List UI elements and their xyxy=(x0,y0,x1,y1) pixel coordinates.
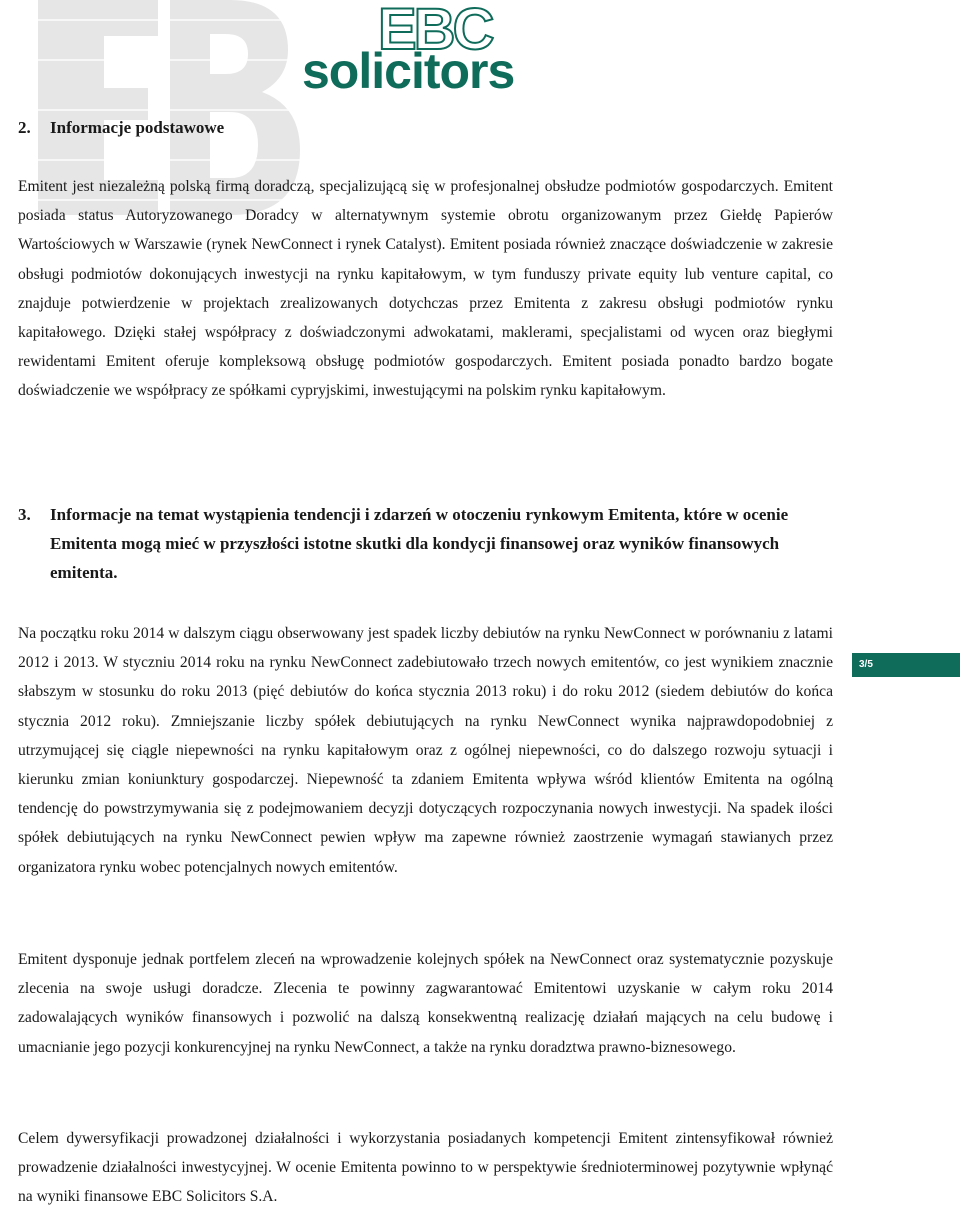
section-3-paragraph-2: Emitent dysponuje jednak portfelem zleceń na wprowadzenie kolejnych spółek na NewConnect oraz systematycznie pozyskuje zlecenia na swoje usługi doradcze. Zlecenia te powinny zagwarantować Emitentowi uzyskanie w całym roku 2014 zadowalających wyników finansowych i pozwolić na dalszą konsekwentną realizację działań mających na celu budowę i umacnianie jego pozycji konkurencyjnej na rynku NewConnect, a także na rynku doradztwa prawno-biznesowego. xyxy=(18,951,833,1056)
ebc-solicitors-logo xyxy=(300,0,550,105)
section-3-paragraph-1: Na początku roku 2014 w dalszym ciągu obserwowany jest spadek liczby debiutów na rynku NewConnect w porównaniu z latami 2012 i 2013. W styczniu 2014 roku na rynku NewConnect zadebiutowało trzech nowych emitentów, co jest wynikiem znacznie słabszym w stosunku do roku 2013 (pięć debiutów do końca stycznia 2013 roku) i do roku 2012 (siedem debiutów do końca stycznia 2012 roku). Zmniejszanie liczby spółek debiutujących na rynku NewConnect wynika najprawdopodobniej z utrzymującej się ciągle niepewności na rynku kapitałowym oraz z ogólnej niepewności, co do dalszego rozwoju sytuacji i kierunku zmian koniunktury gospodarczej. Niepewność ta zdaniem Emitenta wpływa wśród klientów Emitenta na ogólną tendencję do powstrzymywania się z podejmowaniem decyzji dotyczących rozpoczynania nowych inwestycji. Na spadek ilości spółek debiutujących na rynku NewConnect pewien wpływ ma zapewne również zaostrzenie wymagań stawianych przez organizatora rynku wobec potencjalnych nowych emitentów. xyxy=(18,625,833,876)
section-2-paragraph: Emitent jest niezależną polską firmą doradczą, specjalizującą się w profesjonalnej obsłudze podmiotów gospodarczych. Emitent posiada status Autoryzowanego Doradcy w alternatywnym systemie obrotu organizowanym przez Giełdę Papierów Wartościowych w Warszawie (rynek NewConnect i rynek Catalyst). Emitent posiada również znaczące doświadczenie w zakresie obsługi podmiotów dokonujących inwestycji na rynku kapitałowym, w tym funduszy private equity lub venture capital, co znajduje potwierdzenie w projektach zrealizowanych dotychczas przez Emitenta z zakresu obsługi podmiotów rynku kapitałowego. Dzięki stałej współpracy z doświadczonymi adwokatami, maklerami, specjalistami od wycen oraz biegłymi rewidentami Emitent oferuje kompleksową obsługę podmiotów gospodarczych. Emitent posiada ponadto bardzo bogate doświadczenie we współpracy ze spółkami cypryjskimi, inwestującymi na polskim rynku kapitałowym. xyxy=(18,178,833,400)
section-3-number: 3. xyxy=(18,505,31,524)
section-2-title: Informacje podstawowe xyxy=(50,118,225,137)
logo-ebc-text: EBC xyxy=(378,0,492,62)
logo-solicitors-text: solicitors xyxy=(302,43,515,99)
section-2-heading xyxy=(18,113,838,142)
page-number: 3/5 xyxy=(859,659,873,670)
section-2-number: 2. xyxy=(18,118,31,137)
section-3-heading xyxy=(18,500,838,587)
section-3-title: Informacje na temat wystąpienia tendencji i zdarzeń w otoczeniu rynkowym Emitenta, które w ocenie Emitenta mogą mieć w przyszłości istotne skutki dla kondycji finansowej oraz wyników finansowych emitenta. xyxy=(50,505,789,582)
section-3-paragraph-3: Celem dywersyfikacji prowadzonej działalności i wykorzystania posiadanych kompetencji Emitent zintensyfikował również prowadzenie działalności inwestycyjnej. W ocenie Emitenta powinno to w perspektywie średnioterminowej pozytywnie wpłynąć na wyniki finansowe EBC Solicitors S.A. xyxy=(18,1130,833,1206)
page-number-tab xyxy=(852,653,960,677)
